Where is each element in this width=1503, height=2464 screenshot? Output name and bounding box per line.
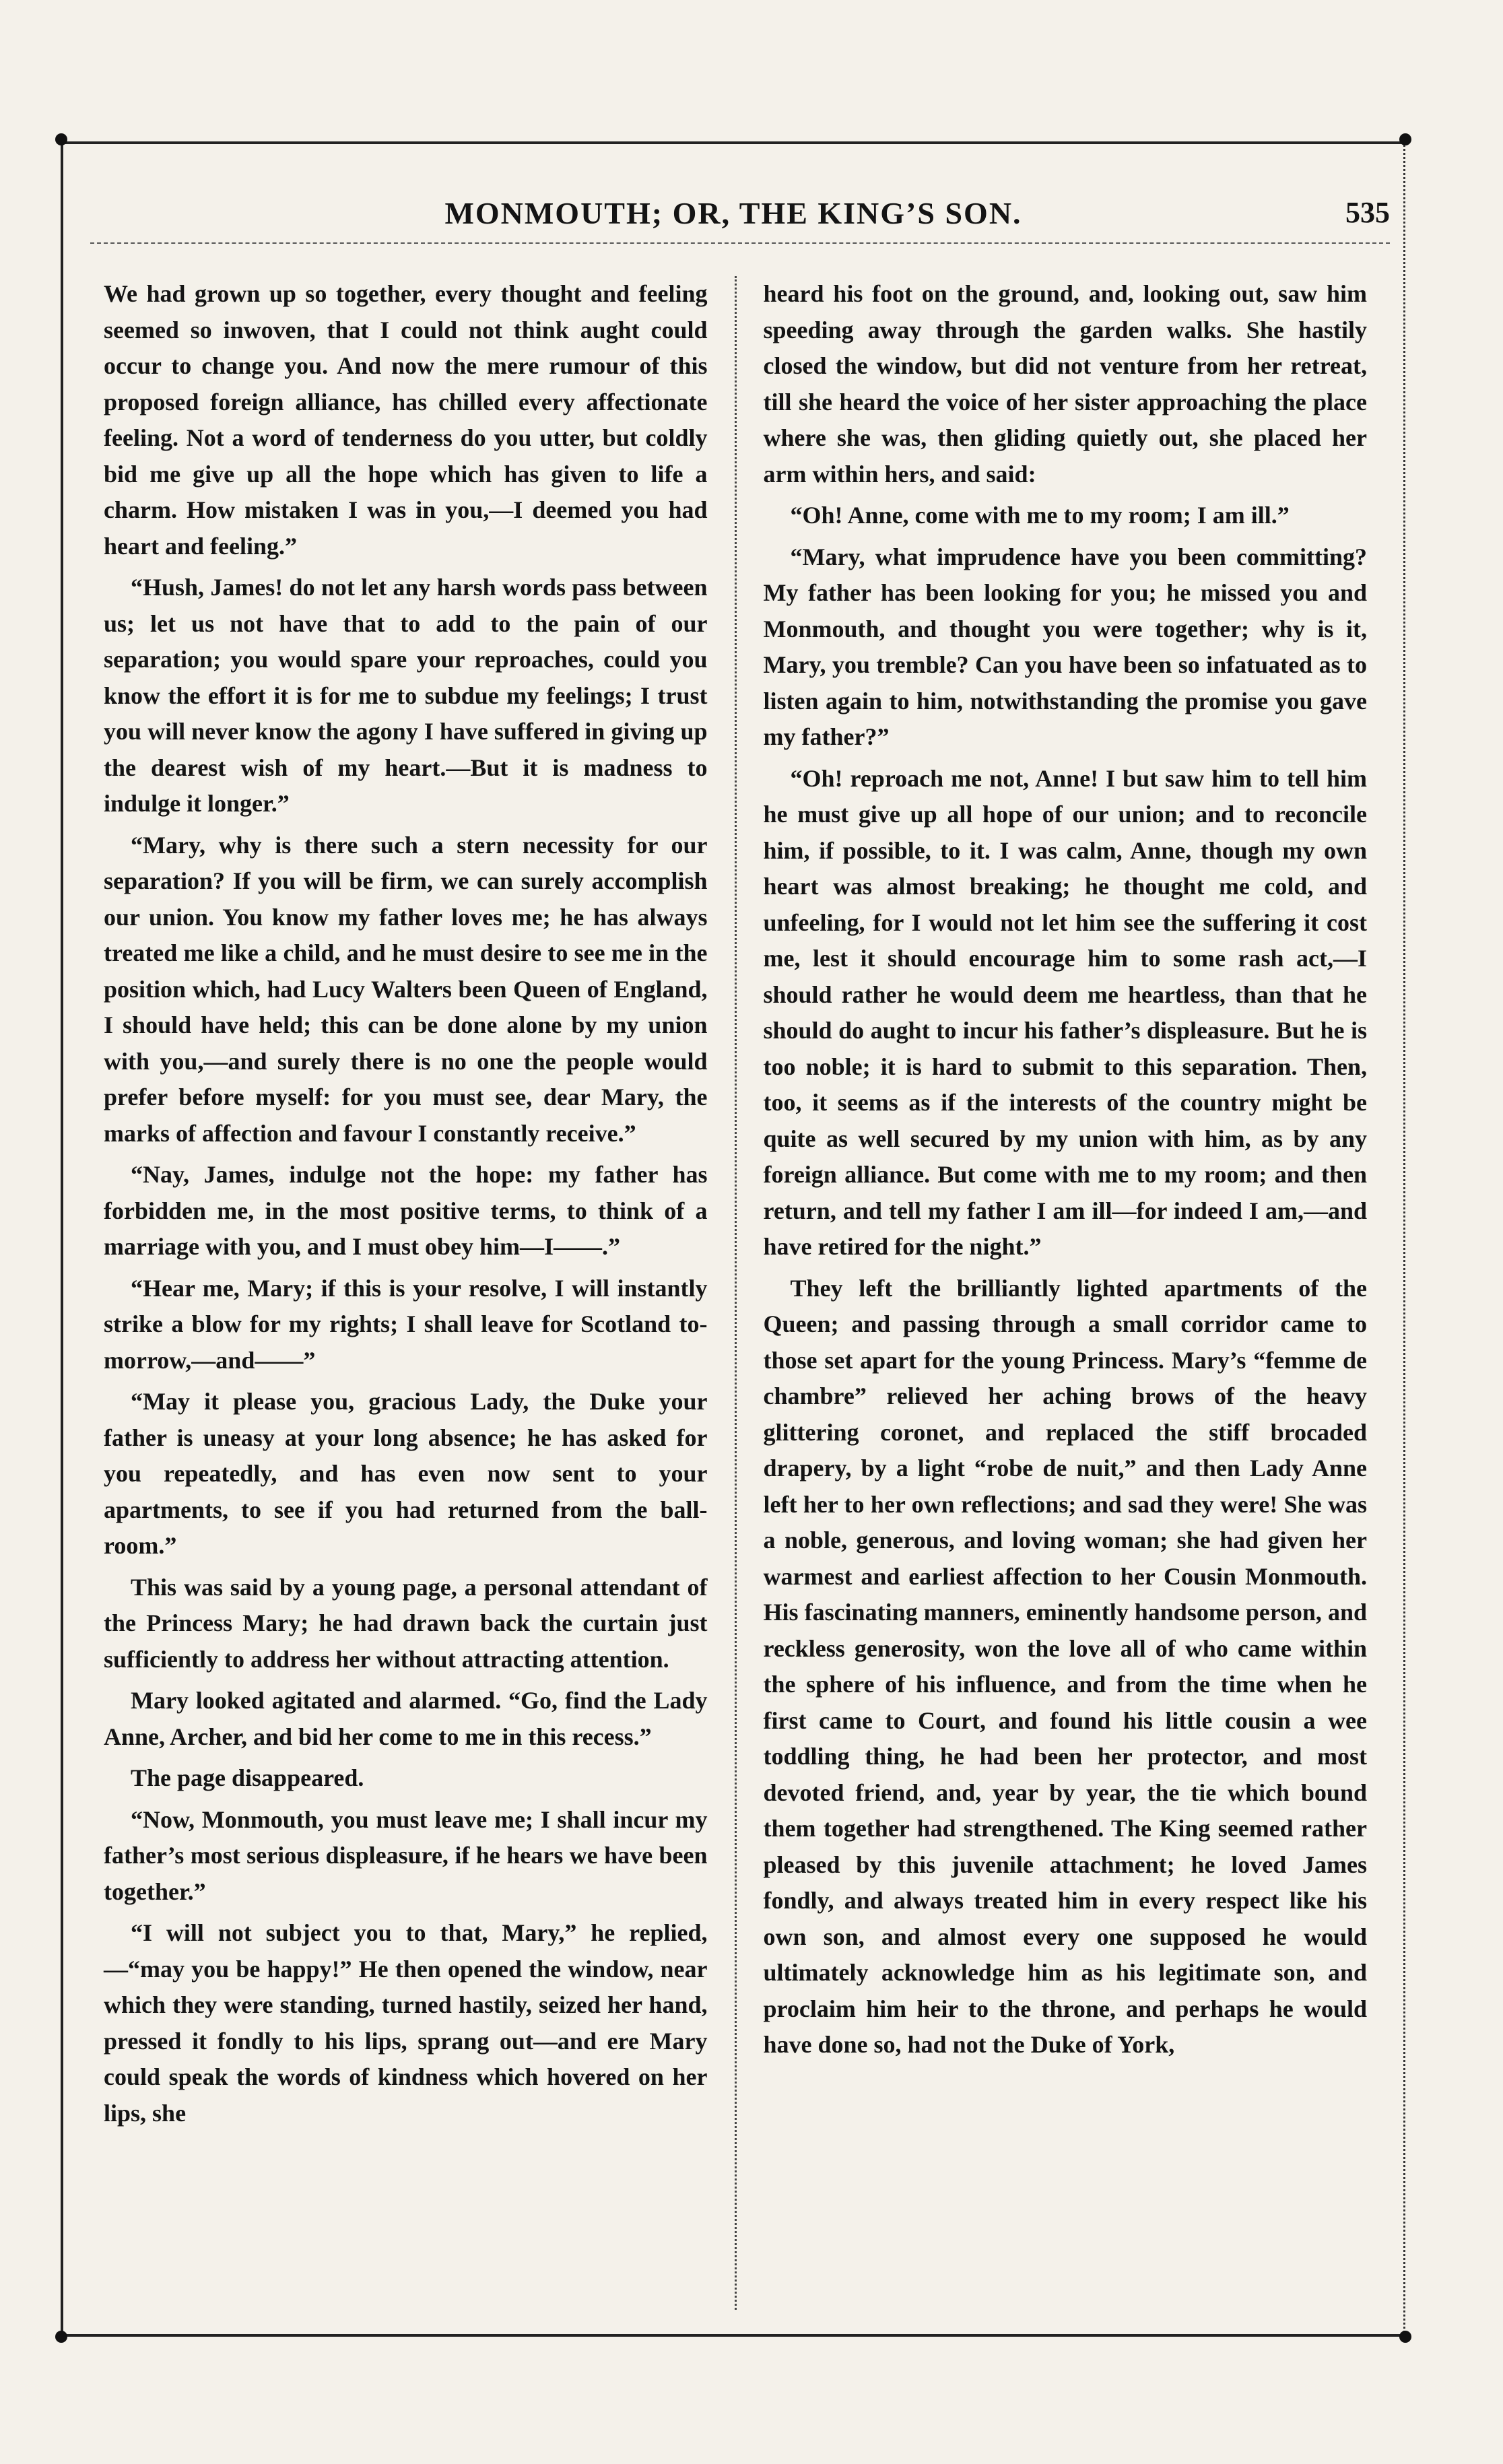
paragraph: We had grown up so together, every thought and feeling seemed so inwoven, that I could not think aught could occur to change you. And now the mere rumour of this proposed foreign alliance, has chilled every affectionate feeling. Not a word of tenderness do you utter, but coldly bid me give up all the hope which has given to life a charm. How mistaken I was in you,—I deemed you had heart and feeling.” [104, 280, 708, 560]
paragraph: Mary looked agitated and alarmed. “Go, find the Lady Anne, Archer, and bid her come to me in this recess.” [104, 1687, 708, 1750]
page-frame [61, 141, 1405, 2337]
paragraph: “Oh! reproach me not, Anne! I but saw him to tell him he must give up all hope of our union; and to reconcile him, if possible, to it. I was calm, Anne, though my own heart was almost breaking; he thought me cold, and unfeeling, for I would not let him see the suffering it cost me, lest it should encourage him to some rash act,—I should rather he would deem me heartless, than that he should do aught to incur his father’s displeasure. But he is too noble; it is hard to submit to this separation. Then, too, it seems as if the interests of the country might be quite as well secured by my union with him, as by any foreign alliance. But come with me to my room; and then return, and tell my father I am ill—for indeed I am,—and have retired for the night.” [763, 764, 1367, 1260]
ornament-dot-icon [55, 133, 67, 145]
page-number: 535 [1345, 196, 1390, 229]
paragraph: heard his foot on the ground, and, looking out, saw him speeding away through the garden walks. She hastily closed the window, but did not venture from her retreat, till she heard the voice of her sister approaching the place where she was, then gliding quietly out, she placed her arm within hers, and said: [763, 280, 1367, 488]
ornament-dot-icon [1399, 2331, 1411, 2343]
paragraph: The page disappeared. [131, 1764, 364, 1791]
paragraph: “Oh! Anne, come with me to my room; I am ill.” [790, 502, 1290, 529]
header-divider [90, 242, 1390, 244]
column-divider [735, 276, 737, 2310]
paragraph: “I will not subject you to that, Mary,” he replied,—“may you be happy!” He then opened the window, near which they were standing, turned hastily, seized her hand, pressed it fondly to his lips, sprang out—and ere Mary could speak the words of kindness which hovered on her lips, she [104, 1919, 708, 2127]
running-title: MONMOUTH; OR, THE KING’S SON. [444, 196, 1022, 230]
ornament-dot-icon [1399, 133, 1411, 145]
page-header [63, 195, 1403, 236]
text-columns [90, 276, 1390, 2310]
paragraph: “Hush, James! do not let any harsh words pass between us; let us not have that to add to the pain of our separation; you would spare your reproaches, could you know the effort it is for me to subdue my feelings; I trust you will never know the agony I have suffered in giving up the dearest wish of my heart.—But it is madness to indulge it longer.” [104, 574, 708, 817]
paragraph: “Now, Monmouth, you must leave me; I shall incur my father’s most serious displeasure, if he hears we have been together.” [104, 1805, 708, 1905]
top-ornamental-rule [63, 141, 1403, 148]
paragraph: They left the brilliantly lighted apartments of the Queen; and passing through a small corridor came to those set apart for the young Princess. Mary’s “femme de chambre” relieved her aching brows of the heavy glittering coronet, and replaced the stiff brocaded drapery, by a light “robe de nuit,” and then Lady Anne left her to her own reflections; and sad they were! She was a noble, generous, and loving woman; she had given her warmest and earliest affection to her Cousin Monmouth. His fascinating manners, eminently handsome person, and reckless generosity, won the love all of who came within the sphere of his influence, and from the time when he first came to Court, and found his little cousin a wee toddling thing, he had been her protector, and most devoted friend, and, year by year, the tie which bound them together had strengthened. The King seemed rather pleased by this juvenile attachment; he loved James fondly, and always treated him in every respect like his own son, and almost every one supposed he would ultimately acknowledge him as his legitimate son, and proclaim him heir to the throne, and perhaps he would have done so, had not the Duke of York, [763, 1274, 1367, 2058]
right-column [741, 276, 1391, 2310]
ornament-dot-icon [55, 2331, 67, 2343]
paragraph: “Mary, what imprudence have you been committing? My father has been looking for you; he missed you and Monmouth, and thought you were together; why is it, Mary, you tremble? Can you have been so infatuated as to listen again to him, notwithstanding the promise you gave my father?” [763, 543, 1367, 750]
paragraph: “Hear me, Mary; if this is your resolve, I will instantly strike a blow for my rights; I shall leave for Scotland to-morrow,—and——” [104, 1274, 708, 1374]
bottom-ornamental-rule [63, 2334, 1403, 2337]
paragraph: “Mary, why is there such a stern necessity for our separation? If you will be firm, we can surely accomplish our union. You know my father loves me; he has always treated me like a child, and he must desire to see me in the position which, had Lucy Walters been Queen of England, I should have held; this can be done alone by my union with you,—and surely there is no one the people would prefer before myself: for you must see, dear Mary, the marks of affection and favour I constantly receive.” [104, 831, 708, 1147]
paragraph: “Nay, James, indulge not the hope: my father has forbidden me, in the most positive terms, to think of a marriage with you, and I must obey him—I——.” [104, 1161, 708, 1260]
paragraph: “May it please you, gracious Lady, the Duke your father is uneasy at your long absence; he has asked for you repeatedly, and has even now sent to your apartments, to see if you had returned from the ball-room.” [104, 1388, 708, 1559]
paragraph: This was said by a young page, a personal attendant of the Princess Mary; he had drawn back the curtain just sufficiently to address her without attracting attention. [104, 1573, 708, 1673]
left-column [90, 276, 731, 2310]
